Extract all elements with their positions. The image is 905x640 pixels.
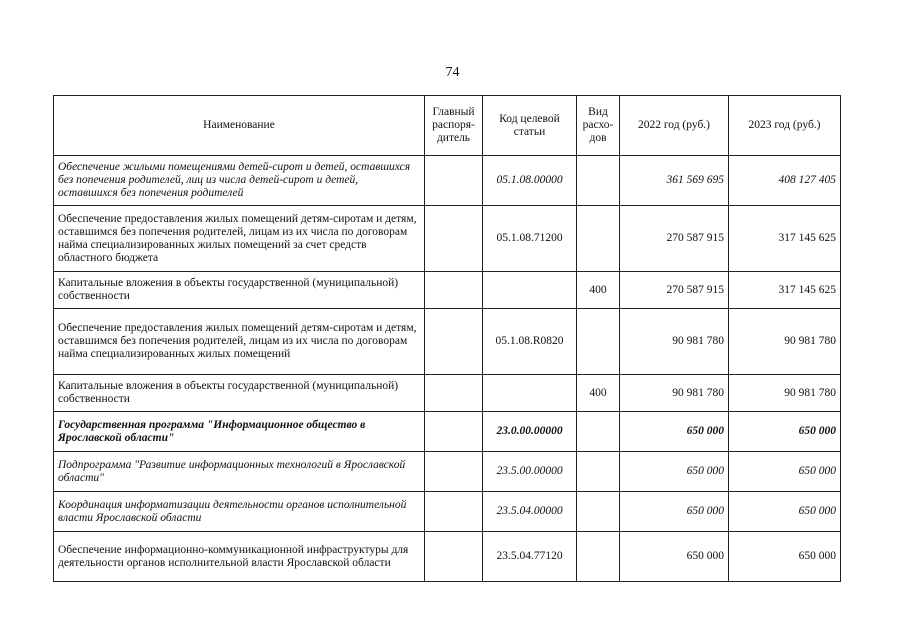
header-type: Вид расхо-дов: [577, 96, 620, 156]
table-row: [54, 375, 841, 412]
row-2023: 408 127 405: [729, 156, 841, 206]
table-header-row: [54, 96, 841, 156]
row-admin: [425, 156, 483, 206]
row-code: 05.1.08.71200: [483, 206, 577, 272]
budget-table: [53, 95, 841, 582]
row-admin: [425, 375, 483, 412]
header-code: Код целевой статьи: [483, 96, 577, 156]
row-name: Обеспечение жилыми помещениями детей-сирот и детей, оставшихся без попечения родителей, лиц из числа детей-сирот и детей, оставшихся без попечения родителей: [54, 156, 425, 206]
row-code: 23.0.00.00000: [483, 412, 577, 452]
header-2022: 2022 год (руб.): [620, 96, 729, 156]
row-2022: 90 981 780: [620, 309, 729, 375]
table-row: [54, 206, 841, 272]
row-2022: 270 587 915: [620, 272, 729, 309]
row-name: Капитальные вложения в объекты государственной (муниципальной) собственности: [54, 375, 425, 412]
row-admin: [425, 206, 483, 272]
header-name: Наименование: [54, 96, 425, 156]
row-code: 23.5.04.00000: [483, 492, 577, 532]
row-2023: 650 000: [729, 452, 841, 492]
row-admin: [425, 272, 483, 309]
row-admin: [425, 492, 483, 532]
row-2022: 650 000: [620, 492, 729, 532]
table-row: [54, 272, 841, 309]
row-admin: [425, 452, 483, 492]
table-row: [54, 492, 841, 532]
row-2023: 90 981 780: [729, 309, 841, 375]
row-2022: 650 000: [620, 452, 729, 492]
row-2023: 650 000: [729, 412, 841, 452]
row-code: 05.1.08.00000: [483, 156, 577, 206]
row-2023: 317 145 625: [729, 272, 841, 309]
row-code: 23.5.04.77120: [483, 532, 577, 582]
row-name: Обеспечение информационно-коммуникационной инфраструктуры для деятельности органов исполнительной власти Ярославской области: [54, 532, 425, 582]
row-name: Координация информатизации деятельности органов исполнительной власти Ярославской области: [54, 492, 425, 532]
row-type: [577, 492, 620, 532]
row-code: 23.5.00.00000: [483, 452, 577, 492]
table-row: [54, 532, 841, 582]
row-name: Капитальные вложения в объекты государственной (муниципальной) собственности: [54, 272, 425, 309]
row-type: [577, 206, 620, 272]
row-2023: 650 000: [729, 532, 841, 582]
row-name: Обеспечение предоставления жилых помещений детям-сиротам и детям, оставшимся без попечения родителей, лицам из их числа по договорам найма специализированных жилых помещений за счет средств областного бюджета: [54, 206, 425, 272]
row-type: [577, 156, 620, 206]
row-admin: [425, 412, 483, 452]
row-admin: [425, 309, 483, 375]
row-code: [483, 375, 577, 412]
page-number: 74: [445, 65, 460, 80]
row-name: Государственная программа "Информационное общество в Ярославской области": [54, 412, 425, 452]
table-row: [54, 452, 841, 492]
row-name: Обеспечение предоставления жилых помещений детям-сиротам и детям, оставшимся без попечения родителей, лицам из их числа по договорам найма специализированных жилых помещений: [54, 309, 425, 375]
row-2023: 317 145 625: [729, 206, 841, 272]
row-type: [577, 452, 620, 492]
row-2022: 650 000: [620, 412, 729, 452]
row-type: [577, 309, 620, 375]
row-2022: 270 587 915: [620, 206, 729, 272]
row-name: Подпрограмма "Развитие информационных технологий в Ярославской области": [54, 452, 425, 492]
row-2022: 361 569 695: [620, 156, 729, 206]
row-type: 400: [577, 375, 620, 412]
table-row: [54, 156, 841, 206]
row-2023: 90 981 780: [729, 375, 841, 412]
header-admin: Главный распоря-дитель: [425, 96, 483, 156]
row-type: [577, 412, 620, 452]
row-code: [483, 272, 577, 309]
row-code: 05.1.08.R0820: [483, 309, 577, 375]
header-2023: 2023 год (руб.): [729, 96, 841, 156]
table-row: [54, 309, 841, 375]
row-2022: 90 981 780: [620, 375, 729, 412]
row-type: [577, 532, 620, 582]
row-type: 400: [577, 272, 620, 309]
row-admin: [425, 532, 483, 582]
row-2022: 650 000: [620, 532, 729, 582]
row-2023: 650 000: [729, 492, 841, 532]
table-row: [54, 412, 841, 452]
